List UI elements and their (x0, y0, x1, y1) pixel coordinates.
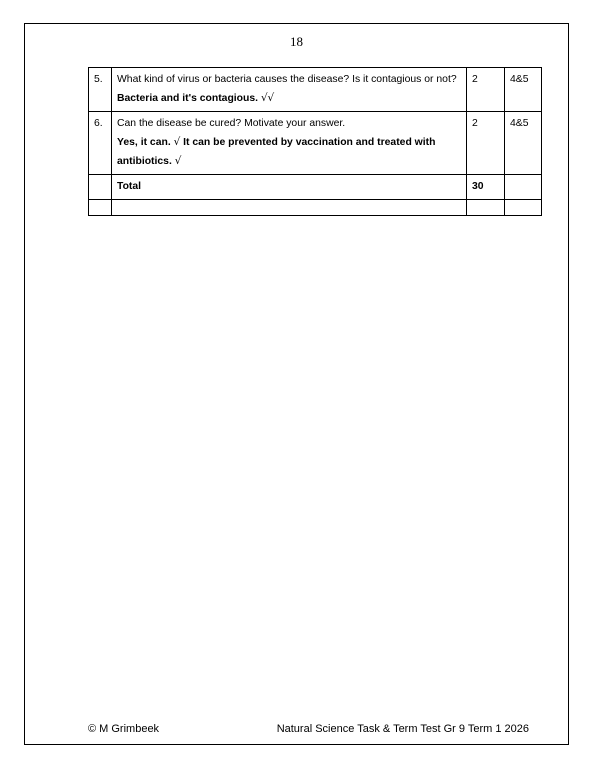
marks-cell: 2 (467, 112, 505, 175)
empty-cell (112, 200, 467, 216)
table-row (89, 68, 542, 112)
tick-marks: √√ (260, 92, 275, 104)
memo-table (88, 67, 542, 216)
total-label: Total (112, 175, 467, 200)
question-text: Can the disease be cured? Motivate your answer. (117, 118, 346, 129)
footer-title: Natural Science Task & Term Test Gr 9 Term 1 2026 (276, 723, 529, 735)
answer-main: Yes, it can. (117, 137, 171, 148)
total-value: 30 (467, 175, 505, 200)
tick-marks: √ (173, 136, 181, 148)
question-cell (112, 112, 467, 175)
learning-outcome-cell: 4&5 (505, 68, 542, 112)
question-number: 6. (89, 112, 112, 175)
table-row (89, 112, 542, 175)
empty-cell (89, 175, 112, 200)
empty-cell (89, 200, 112, 216)
learning-outcome-cell: 4&5 (505, 112, 542, 175)
tick-marks: √ (174, 155, 182, 167)
answer-text (117, 89, 462, 108)
total-row (89, 175, 542, 200)
empty-cell (467, 200, 505, 216)
answer-continued: It can be prevented by vaccination and treated with antibiotics. (117, 137, 436, 167)
empty-row (89, 200, 542, 216)
question-number: 5. (89, 68, 112, 112)
empty-cell (505, 200, 542, 216)
marks-cell: 2 (467, 68, 505, 112)
footer-author: © M Grimbeek (88, 723, 160, 735)
answer-main: Bacteria and it's contagious. (117, 93, 259, 104)
page-number: 18 (290, 34, 303, 49)
question-cell (112, 68, 467, 112)
answer-text (117, 133, 462, 171)
question-text: What kind of virus or bacteria causes the disease? Is it contagious or not? (117, 74, 457, 85)
empty-cell (505, 175, 542, 200)
